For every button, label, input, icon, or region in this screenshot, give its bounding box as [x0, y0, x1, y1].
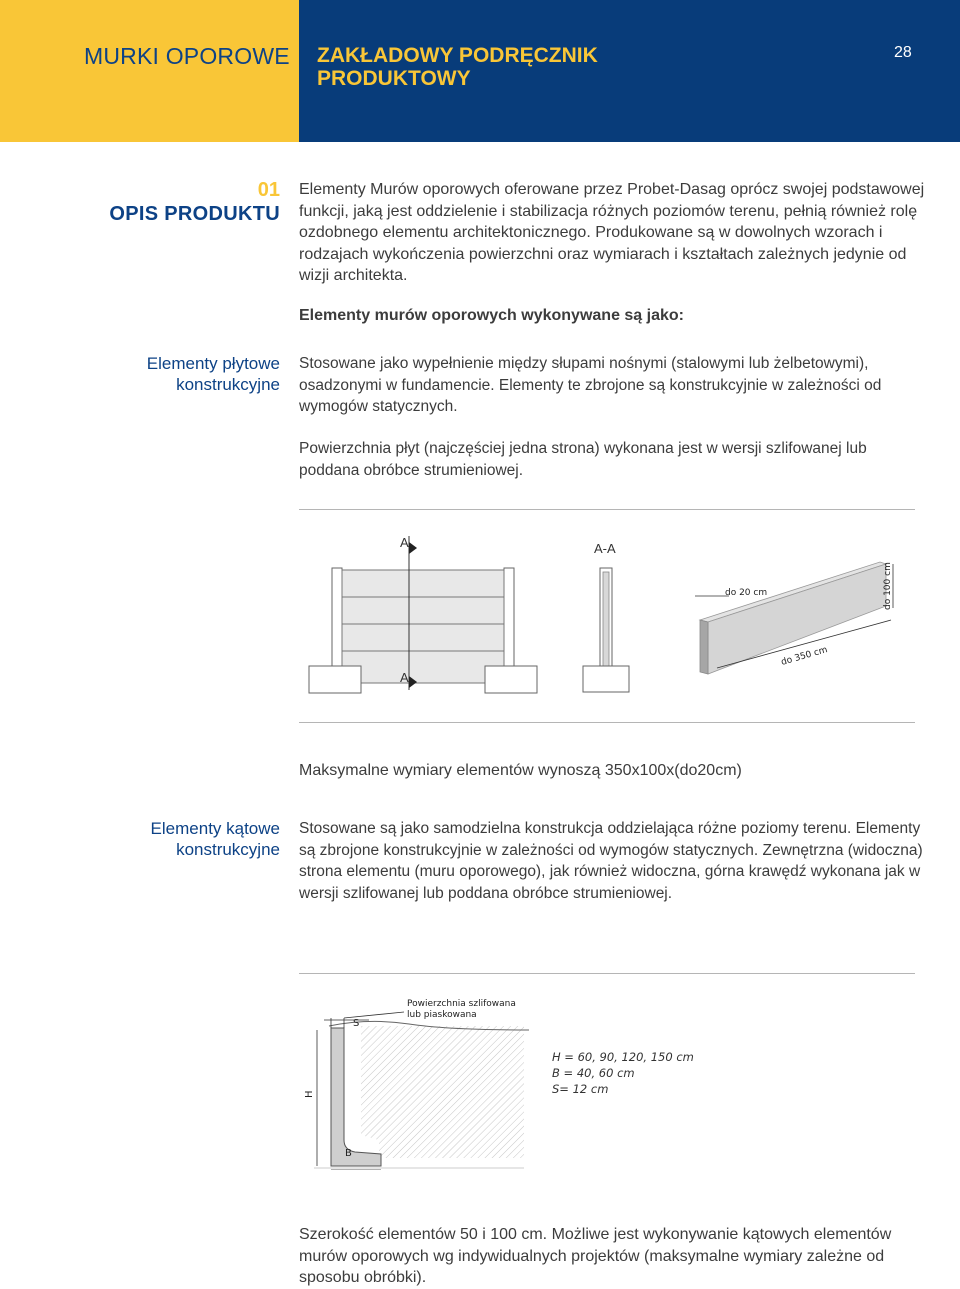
angle-dimensions	[552, 1049, 694, 1097]
intro-subheading: Elementy murów oporowych wykonywane są jako:	[299, 307, 684, 324]
angle-figure	[299, 990, 539, 1170]
angle-paragraph: Stosowane są jako samodzielna konstrukcja oddzielająca różne poziomy terenu. Elementy są zbrojone konstrukcyjnie w zależności od wymogów statycznych. Zewnętrzna (widoczna) strona elementu (muru oporowego), jak również widoczna, górna krawędź wykonana jak w wersji szlifowanej lub poddana obróbce strumieniowej.	[299, 820, 923, 902]
surface-label-1: Powierzchnia szlifowana	[407, 999, 516, 1009]
divider	[299, 722, 915, 723]
plate-paragraph-1: Stosowane jako wypełnienie między słupami nośnymi (stalowymi lub żelbetowymi), osadzonymi w fundamencie. Elementy te zbrojone są konstrukcyjnie w zależności od wymogów statycznych.	[299, 355, 882, 415]
plate-figure	[299, 520, 915, 716]
section-marker-bottom: A	[400, 670, 409, 685]
angle-footer: Szerokość elementów 50 i 100 cm. Możliwe jest wykonywanie kątowych elementów murów oporowych wg indywidualnych projektów (maksymalne wymiary zależne od sposobu obróbki).	[299, 1226, 892, 1286]
section-title: MURKI OPOROWE	[84, 43, 290, 69]
soil-hatch	[348, 1026, 524, 1158]
divider	[299, 509, 915, 510]
manual-title: ZAKŁADOWY PODRĘCZNIK PRODUKTOWY	[317, 44, 598, 90]
section-label: A-A	[594, 541, 616, 556]
intro-paragraph: Elementy Murów oporowych oferowane przez Probet-Dasag oprócz swojej podstawowej funkcji, jaką jest oddzielenie i stabilizacja różnych poziomów terenu, pełnią również rolę ozdobnego elementu architektonicznego. Produkowane są w dowolnych wzorach i rodzajach wykończenia powierzchni oraz wymiarach i kształtach zależnych jedynie od wizji architekta.	[299, 181, 925, 284]
section-number: 01	[257, 179, 280, 201]
dim-s: S= 12 cm	[552, 1082, 609, 1096]
height-label: do 100 cm	[883, 562, 893, 610]
plate-label: Elementy płytowe konstrukcyjne	[146, 354, 280, 394]
width-label: do 20 cm	[725, 588, 768, 598]
section-marker-top: A	[400, 535, 409, 550]
dim-b: B = 40, 60 cm	[552, 1066, 635, 1080]
b-label: B	[345, 1148, 352, 1159]
divider	[299, 973, 915, 974]
dim-h: H = 60, 90, 120, 150 cm	[552, 1050, 694, 1064]
plate-caption: Maksymalne wymiary elementów wynoszą 350x100x(do20cm)	[299, 762, 742, 779]
plate-section-view	[583, 568, 629, 692]
page-number: 28	[894, 44, 912, 61]
angle-label: Elementy kątowe konstrukcyjne	[150, 819, 280, 859]
plate-paragraph-2: Powierzchnia płyt (najczęściej jedna strona) wykonana jest w wersji szlifowanej lub poddana obróbce strumieniowej.	[299, 440, 867, 479]
length-label: do 350 cm	[780, 645, 829, 668]
s-label: S	[353, 1018, 360, 1029]
plate-front-view	[309, 536, 537, 693]
header-yellow-band	[0, 0, 299, 142]
surface-label-2: lub piaskowana	[407, 1010, 477, 1020]
h-label: H	[304, 1090, 315, 1098]
section-heading: OPIS PRODUKTU	[109, 203, 280, 225]
